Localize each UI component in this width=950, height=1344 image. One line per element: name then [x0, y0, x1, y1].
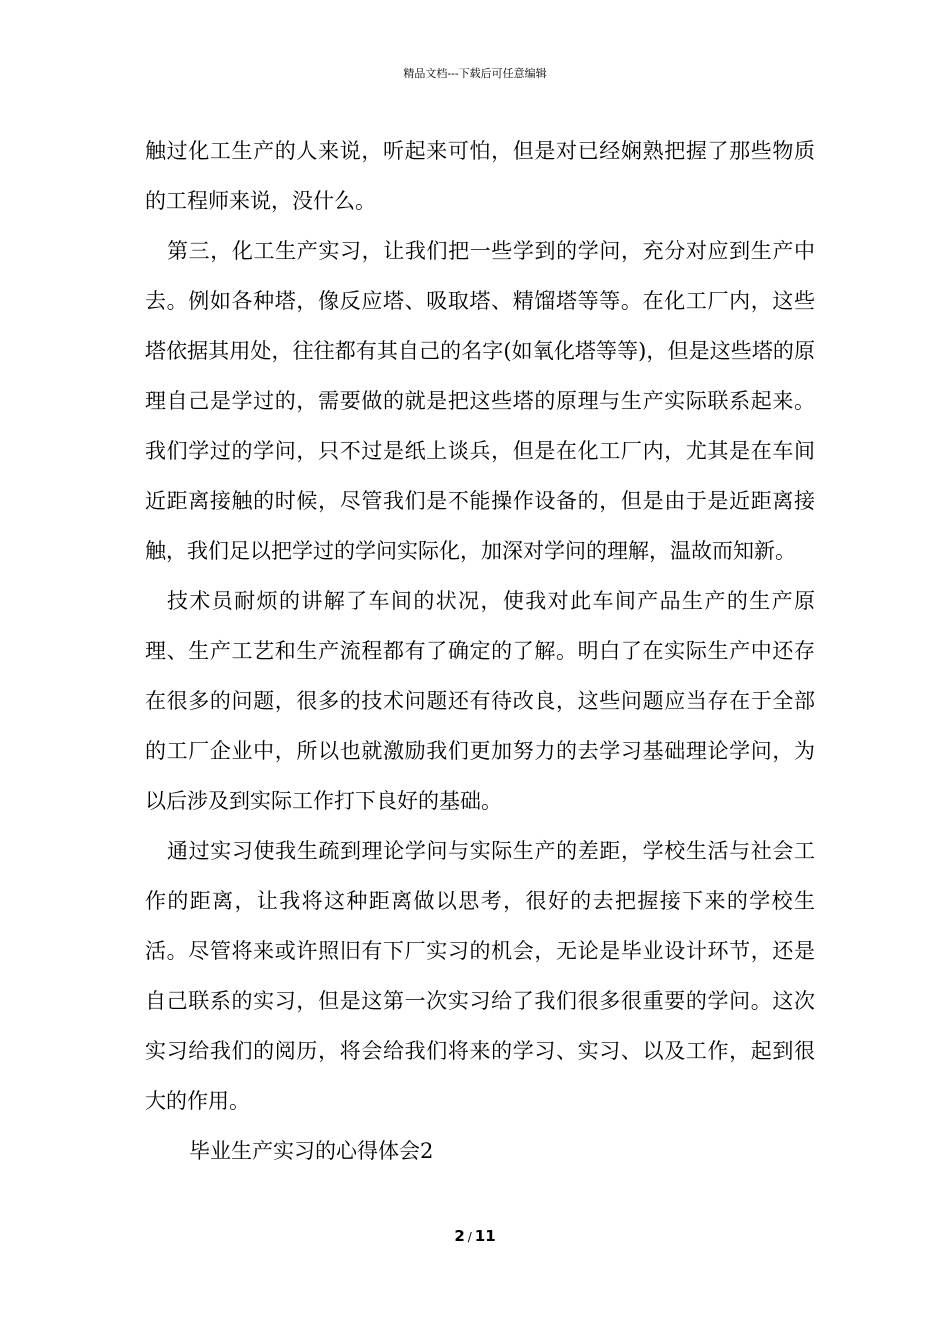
page-number — [0, 1226, 950, 1247]
paragraph-internship-reflection: 通过实习使我生疏到理论学问与实际生产的差距，学校生活与社会工作的距离，让我将这种距离做以思考，很好的去把握接下来的学校生活。尽管将来或许照旧有下厂实习的机会，无论是毕业设计环节，还是自己联系的实习，但是这第一次实习给了我们很多很重要的学问。这次实习给我们的阅历，将会给我们将来的学习、实习、以及工作，起到很大的作用。 — [145, 839, 815, 1113]
current-page-number: 2 — [454, 1227, 465, 1245]
page-separator: / — [467, 1230, 472, 1244]
section-heading: 毕业生产实习的心得体会2 — [189, 1139, 434, 1163]
total-page-count: 11 — [474, 1227, 496, 1245]
paragraph-technician: 技术员耐烦的讲解了车间的状况，使我对此车间产品生产的生产原理、生产工艺和生产流程都有了确定的了解。明白了在实际生产中还存在很多的问题，很多的技术问题还有待改良，这些问题应当存在于全部的工厂企业中，所以也就激励我们更加努力的去学习基础理论学问，为以后涉及到实际工作打下良好的基础。 — [145, 589, 815, 813]
document-body — [145, 126, 815, 1176]
paragraph-continuation: 触过化工生产的人来说，听起来可怕，但是对已经娴熟把握了那些物质的工程师来说，没什么。 — [145, 139, 815, 213]
page-header: 精品文档---下载后可任意编辑 — [403, 67, 547, 80]
paragraph-third-point: 第三，化工生产实习，让我们把一些学到的学问，充分对应到生产中去。例如各种塔，像反应塔、吸取塔、精馏塔等等。在化工厂内，这些塔依据其用处，往往都有其自己的名字(如氧化塔等等)，但是这些塔的原理自己是学过的，需要做的就是把这些塔的原理与生产实际联系起来。我们学过的学问，只不过是纸上谈兵，但是在化工厂内，尤其是在车间近距离接触的时候，尽管我们是不能操作设备的，但是由于是近距离接触，我们足以把学过的学问实际化，加深对学问的理解，温故而知新。 — [145, 239, 815, 563]
